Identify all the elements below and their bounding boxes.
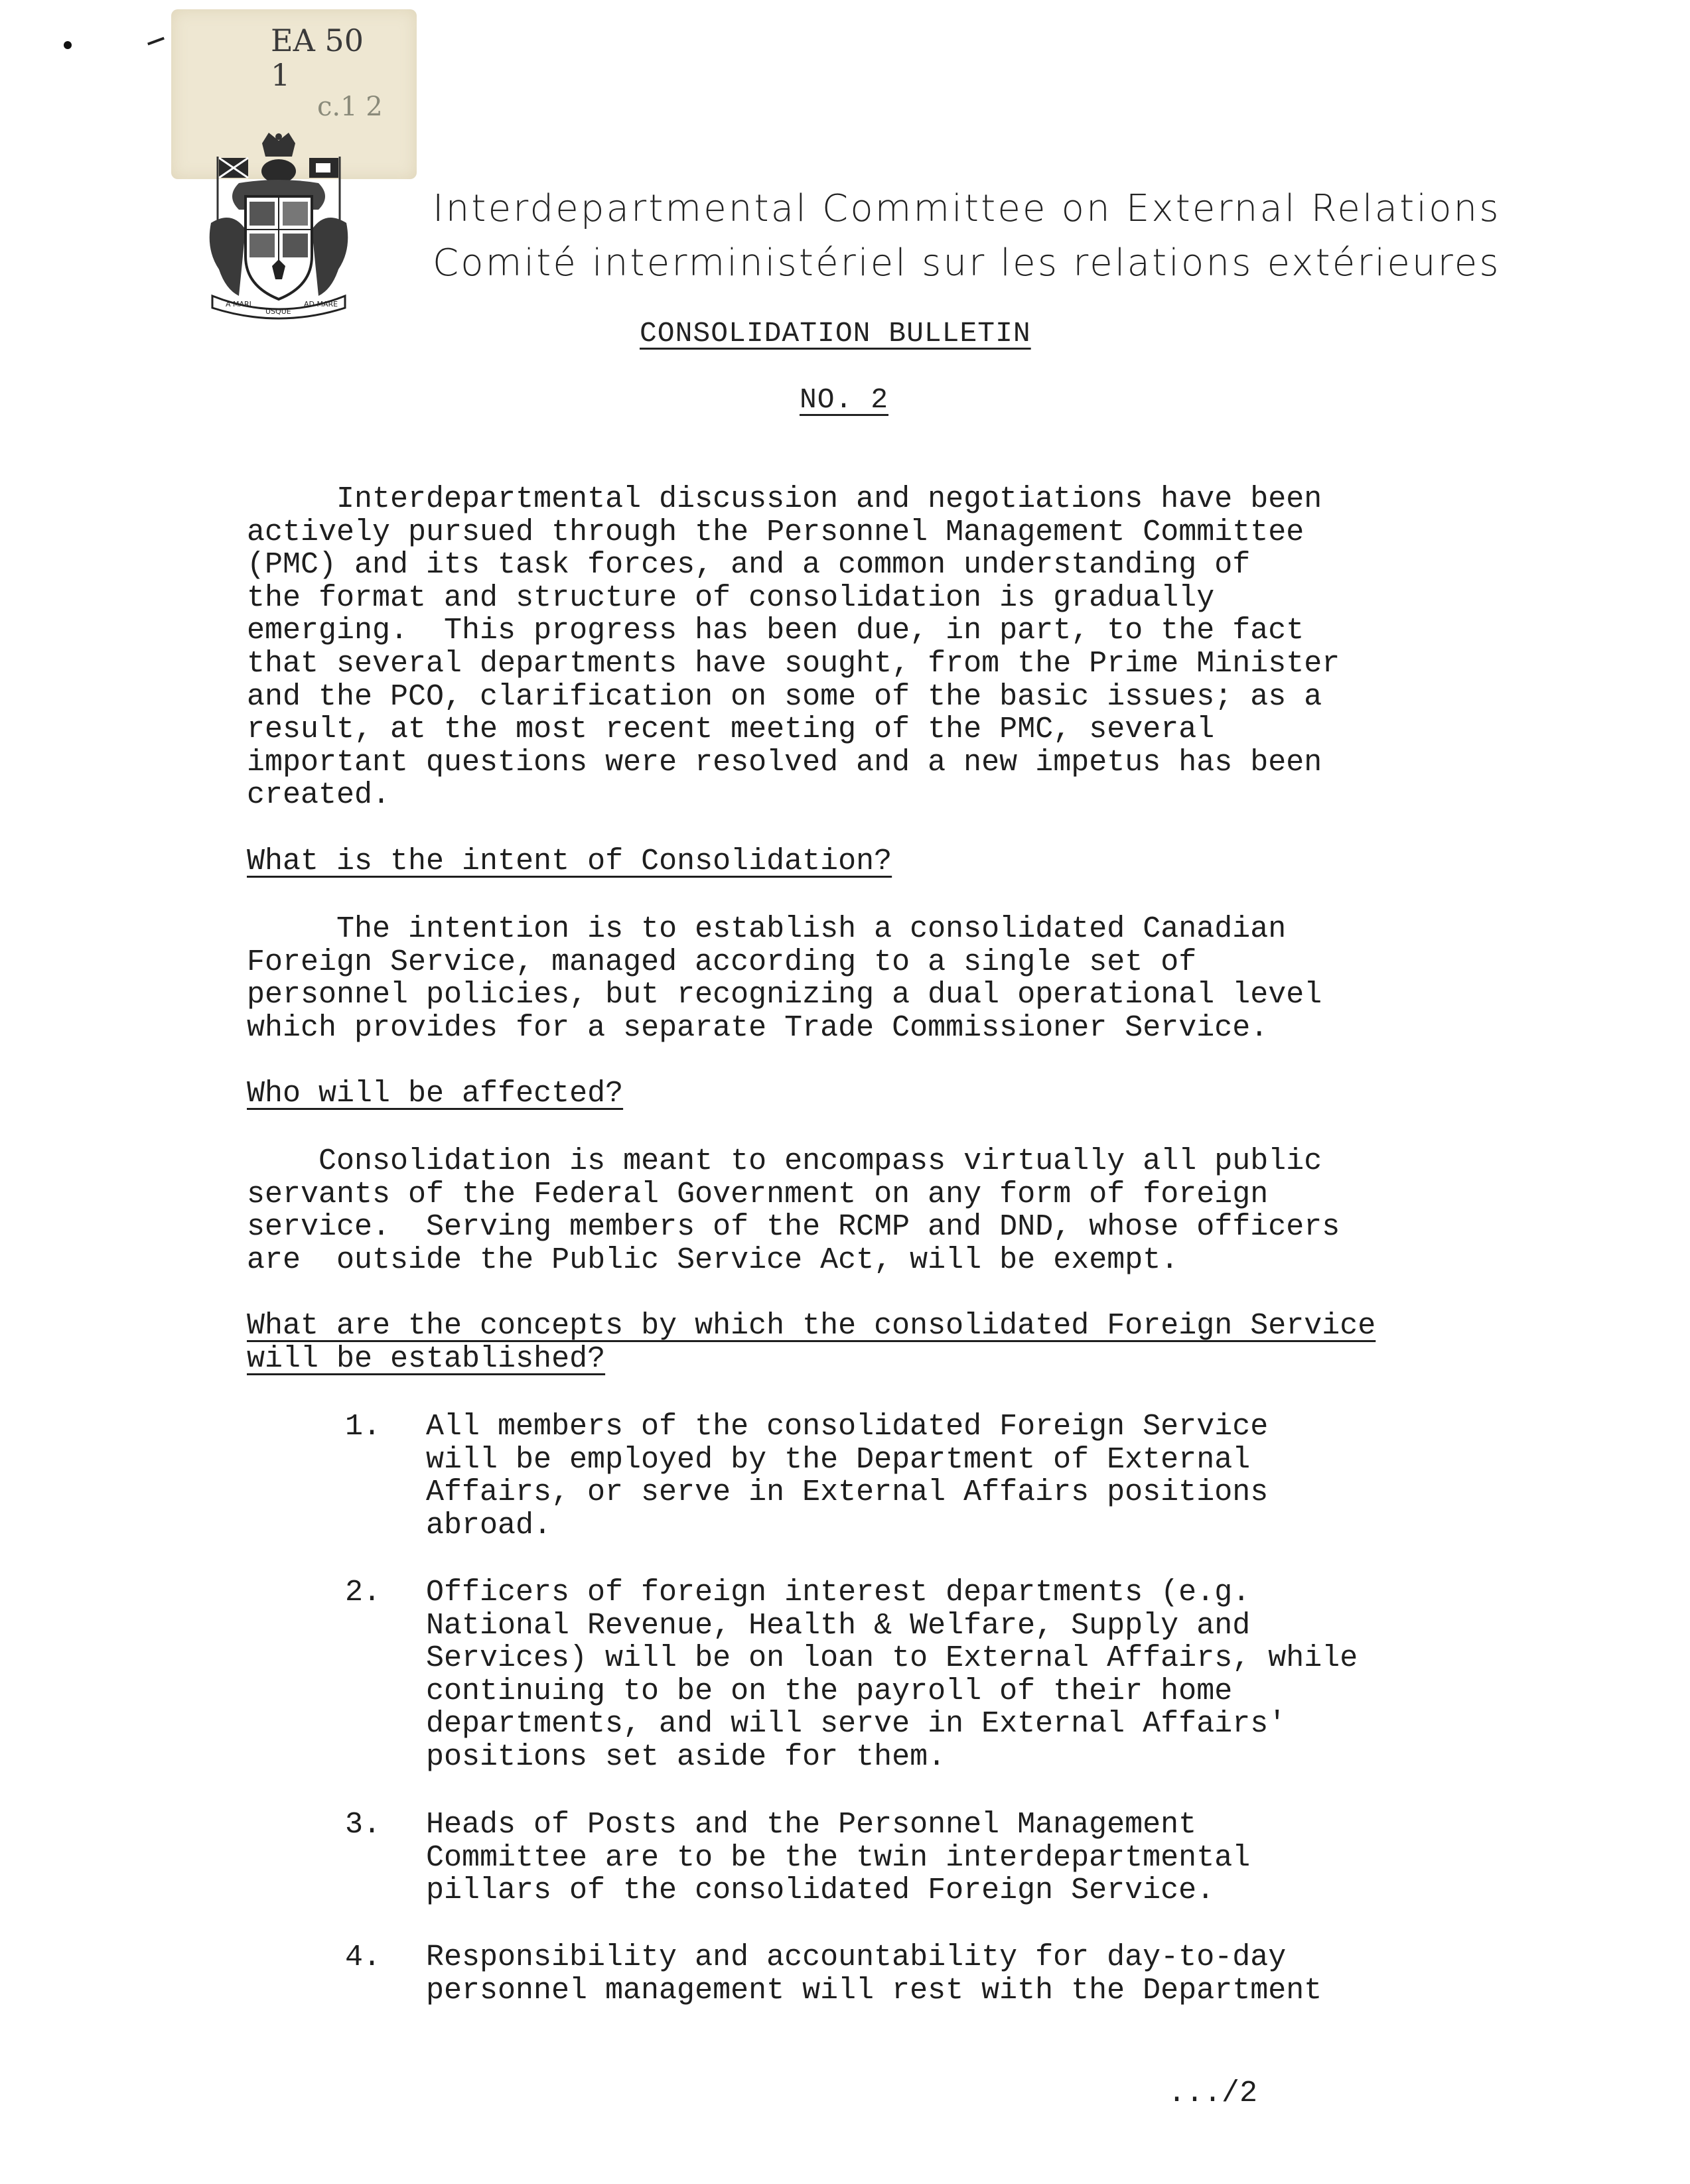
list-item-text: Heads of Posts and the Personnel Management Committee are to be the twin interdepartmental pillars of the consolidated Foreign Service. bbox=[426, 1808, 1251, 1908]
intro-paragraph: Interdepartmental discussion and negotiations have been actively pursued through the Personnel Management Committee (PMC) and its task forces, and a common understanding of the format and structure of consolidation is gradually emerging. This progress has been due, in part, to the fact that several departments have sought, from the Prime Minister and the PCO, clarification on some of the basic issues; as a result, at the most recent meeting of the PMC, several important questions were resolved and a new impetus has been created. bbox=[247, 482, 1340, 813]
list-item-number: 2. bbox=[345, 1576, 382, 1609]
bulletin-number: NO. 2 bbox=[800, 383, 889, 416]
section-heading-concepts: What are the concepts by which the consolidated Foreign Service will be established? bbox=[247, 1309, 1376, 1376]
section-heading-affected: Who will be affected? bbox=[247, 1077, 624, 1111]
intent-paragraph: The intention is to establish a consolidated Canadian Foreign Service, managed according to a single set of personnel policies, but recognizing a dual operational level which provides for a separate Trade Commissioner Service. bbox=[247, 912, 1322, 1045]
coat-of-arms-icon bbox=[199, 130, 358, 322]
affected-paragraph: Consolidation is meant to encompass virtually all public servants of the Federal Government on any form of foreign service. Serving members of the RCMP and DND, whose officers are outside the Public Service Act, will be exempt. bbox=[247, 1144, 1340, 1277]
crest-motto-center: USQUE bbox=[265, 307, 291, 316]
crest-motto-right: AD MARE bbox=[304, 300, 338, 308]
committee-name-english: Interdepartmental Committee on External Relations bbox=[433, 187, 1501, 230]
list-item-number: 1. bbox=[345, 1410, 382, 1444]
archive-label-line-3: c.1 2 bbox=[317, 92, 383, 122]
archive-label-line-1: EA 50 bbox=[271, 23, 364, 58]
list-item-number: 3. bbox=[345, 1808, 382, 1842]
crest-motto-left: A MARI bbox=[226, 300, 251, 308]
list-item-text: All members of the consolidated Foreign Service will be employed by the Department of External Affairs, or serve in External Affairs positions abroad. bbox=[426, 1410, 1269, 1542]
bulletin-title: CONSOLIDATION BULLETIN bbox=[640, 317, 1031, 350]
stray-pen-mark bbox=[147, 37, 165, 46]
list-item-text: Responsibility and accountability for day-to-day personnel management will rest with the Department bbox=[426, 1941, 1322, 2008]
archive-label-line-2: 1 bbox=[271, 57, 291, 93]
list-item-number: 4. bbox=[345, 1941, 382, 1974]
list-item-text: Officers of foreign interest departments (e.g. National Revenue, Health & Welfare, Supply and Services) will be on loan to External Affairs, while continuing to be on the payroll of their home departments, and will serve in External Affairs' positions set aside for them. bbox=[426, 1576, 1358, 1774]
page-continuation-marker: .../2 bbox=[1168, 2077, 1258, 2110]
stray-dot bbox=[64, 41, 72, 49]
committee-name-french: Comité interministériel sur les relations extérieures bbox=[433, 241, 1501, 285]
section-heading-intent: What is the intent of Consolidation? bbox=[247, 845, 892, 878]
